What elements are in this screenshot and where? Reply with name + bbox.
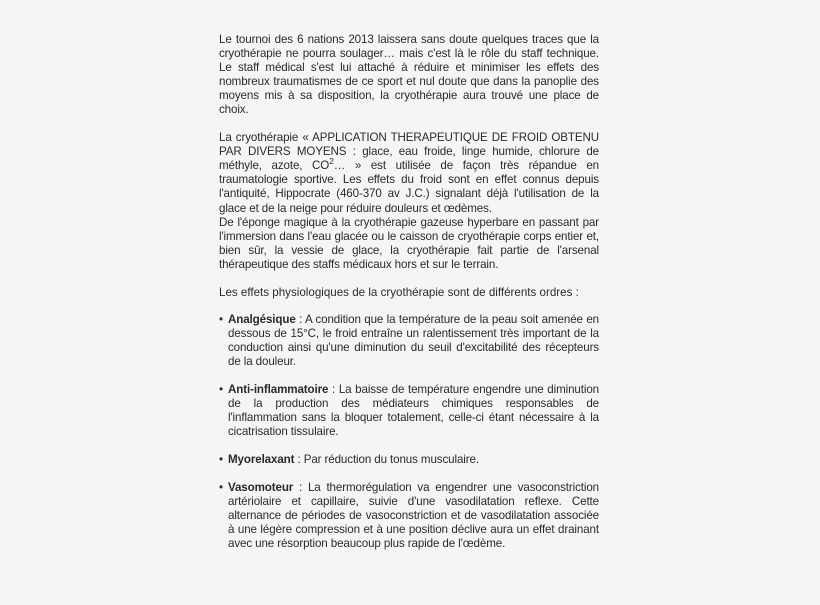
bullet-icon: • [219,312,223,326]
definition-text-before-superscript: La cryothérapie « APPLICATION THERAPEUTIQUE DE FROID OBTENU PAR DIVERS MOYENS : glace, eau froide, linge humide, chlorure de méthyle, azote, CO [219,131,599,173]
effect-lead-label: Analgésique [228,312,296,326]
paragraph-intro-tournoi: Le tournoi des 6 nations 2013 laissera sans doute quelques traces que la cryothérapie ne pourra soulager… mais c'est là le rôle du staff technique. Le staff médical s'est lui attaché à réduire et minimiser les effets des nombreux traumatismes de ce sport et nul doute que dans la panoplie des moyens mis à sa disposition, la cryothérapie aura trouvé une place de choix. [219,33,599,117]
co2-superscript: 2 [329,156,334,167]
effect-body-text: La thermorégulation va engendrer une vasoconstriction artériolaire et capillaire, suivie d'une vasodilatation reflexe. Cette alternance de périodes de vasoconstriction et de vasodilatation associée à une légère compression et à une position déclive aura un effet drainant avec une résorption beaucoup plus rapide de l'œdème. [228,481,599,551]
bullet-icon: • [219,382,223,396]
effect-separator: : [293,481,308,495]
paragraph-definition-cryotherapie [219,131,599,215]
effect-separator: : [295,312,306,326]
list-item-vasomoteur [219,481,599,551]
effect-lead-label: Vasomoteur [228,481,294,495]
effect-body-text: Par réduction du tonus musculaire. [303,453,479,467]
list-item-analgesique [219,313,599,369]
paragraph-spacer [219,117,599,131]
bullet-icon: • [219,453,223,467]
effects-intro-line: Les effets physiologiques de la cryothérapie sont de différents ordres : [219,285,579,299]
effect-lead-label: Anti-inflammatoire [228,382,329,396]
paragraph-eponge-magique: De l'éponge magique à la cryothérapie gazeuse hyperbare en passant par l'immersion dans l'eau glacée ou le caisson de cryothérapie corps entier et, bien sûr, la vessie de glace, la cryothérapie fait partie de l'arsenal thérapeutique des staffs médicaux hors et sur le terrain. [219,215,599,271]
effect-separator: : [328,382,339,396]
bullet-icon: • [219,481,223,495]
document-text-column [219,33,599,551]
effect-lead-label: Myorelaxant [228,453,295,467]
effect-body-text: A condition que la température de la peau soit amenée en dessous de 15°C, le froid entraîne un ralentissement très important de la conduction ainsi qu'une diminution du seuil d'excitabilité des récepteurs de la douleur. [228,312,599,368]
definition-text-after-superscript: … » est utilisée de façon très répandue en traumatologie sportive. Les effets du froid sont en effet connus depuis l'antiquité, Hippocrate (460-370 av J.C.) signalant déjà l'utilisation de la glace et de la neige pour réduire douleurs et œdèmes. [219,159,599,215]
list-item-myorelaxant [219,453,599,467]
list-spacer [219,300,599,313]
effect-separator: : [294,453,304,467]
effect-body-text: La baisse de température engendre une diminution de la production des médiateurs chimiques responsables de l'inflammation sans la bloquer totalement, celle-ci étant nécessaire à la cicatrisation tissulaire. [228,382,599,439]
paragraph-spacer [219,272,599,286]
physiological-effects-list [219,313,599,552]
list-item-anti-inflammatoire [219,383,599,439]
